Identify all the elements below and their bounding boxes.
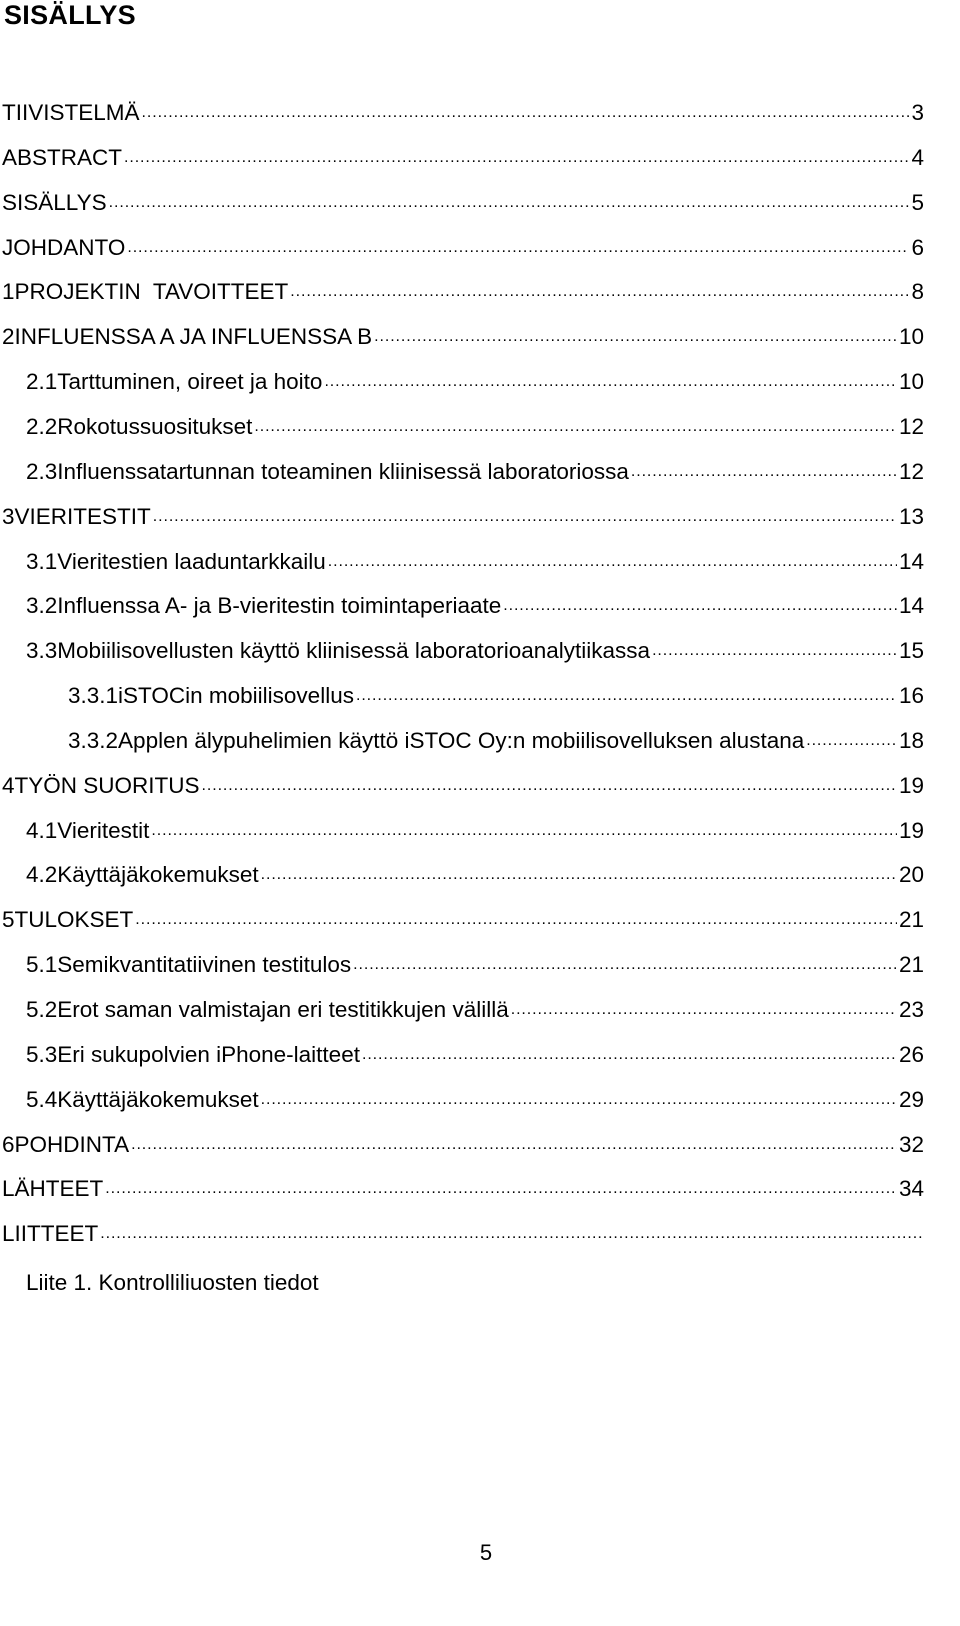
toc-entry[interactable] bbox=[2, 1128, 924, 1162]
toc-entry[interactable] bbox=[2, 903, 924, 937]
toc-entry-number: 3.3.1 bbox=[68, 683, 119, 709]
toc-entry[interactable] bbox=[2, 96, 924, 130]
toc-entry-title: Mobiilisovellusten käyttö kliinisessä laboratorioanalytiikassa bbox=[57, 638, 651, 664]
toc-entry-title: Erot saman valmistajan eri testitikkujen välillä bbox=[57, 997, 509, 1022]
toc-entry-page: 21 bbox=[898, 907, 924, 933]
toc-dot-leader bbox=[503, 589, 897, 623]
toc-entry-title: LIITTEET bbox=[2, 1221, 99, 1247]
toc-entry[interactable] bbox=[2, 275, 924, 309]
toc-entry[interactable] bbox=[2, 231, 924, 265]
toc-entry-number: 3.3 bbox=[26, 638, 58, 664]
toc-entry-number: 2 bbox=[2, 324, 15, 350]
toc-entry-page: 32 bbox=[898, 1131, 924, 1157]
toc-entry-title: Eri sukupolvien iPhone-laitteet bbox=[57, 1041, 360, 1067]
toc-entry-page: 21 bbox=[898, 952, 924, 978]
toc-dot-leader bbox=[142, 96, 910, 130]
toc-entry-title: Tarttuminen, oireet ja hoito bbox=[57, 369, 323, 395]
toc-dot-leader bbox=[324, 365, 897, 399]
toc-dot-leader bbox=[362, 1038, 897, 1072]
toc-entry-title: ABSTRACT bbox=[2, 144, 123, 170]
toc-entry-page: 18 bbox=[898, 727, 924, 753]
toc-entry-page: 20 bbox=[898, 862, 924, 888]
toc-dot-leader bbox=[261, 1083, 897, 1117]
toc-entry-page: 29 bbox=[898, 1086, 924, 1112]
toc-entry[interactable] bbox=[26, 858, 924, 892]
toc-entry-title: Influenssatartunnan toteaminen kliinisessä laboratoriossa bbox=[57, 458, 629, 484]
toc-entry-title: TIIVISTELMÄ bbox=[2, 100, 140, 125]
toc-dot-leader bbox=[353, 948, 897, 982]
toc-entry-title: Semikvantitatiivinen testitulos bbox=[57, 952, 352, 978]
toc-entry-title: LÄHTEET bbox=[2, 1176, 104, 1202]
toc-entry[interactable] bbox=[2, 186, 924, 220]
toc-entry-page: 6 bbox=[911, 234, 924, 260]
toc-dot-leader bbox=[109, 186, 910, 220]
toc-entry-title: VIERITESTIT bbox=[14, 503, 151, 529]
toc-entry-page: 14 bbox=[898, 548, 924, 574]
toc-entry[interactable] bbox=[2, 1172, 924, 1206]
toc-dot-leader bbox=[356, 679, 897, 713]
toc-entry-title: Rokotussuositukset bbox=[57, 413, 253, 439]
toc-entry-title: INFLUENSSA A JA INFLUENSSA B bbox=[14, 324, 373, 350]
toc-dot-leader bbox=[135, 903, 897, 937]
toc-entry-number: 1 bbox=[2, 279, 15, 305]
toc-dot-leader bbox=[153, 500, 897, 534]
toc-entry-title: JOHDANTO bbox=[2, 234, 126, 260]
toc-dot-leader bbox=[652, 634, 897, 668]
toc-entry-number: 2.1 bbox=[26, 369, 58, 395]
toc-entry[interactable] bbox=[26, 365, 924, 399]
toc-entry[interactable] bbox=[26, 1083, 924, 1117]
toc-entry-page: 8 bbox=[911, 279, 924, 305]
toc-entry-page: 12 bbox=[898, 458, 924, 484]
toc-entry-title: PROJEKTIN TAVOITTEET bbox=[14, 279, 289, 305]
toc-entry[interactable] bbox=[2, 500, 924, 534]
toc-entry-number: 4 bbox=[2, 772, 15, 798]
toc-entry[interactable] bbox=[68, 724, 924, 758]
toc-entry[interactable] bbox=[26, 1038, 924, 1072]
toc-dot-leader bbox=[151, 814, 897, 848]
toc-entry-number: 5.3 bbox=[26, 1041, 58, 1067]
toc-entry-page: 12 bbox=[898, 413, 924, 439]
toc-entry-page: 19 bbox=[898, 817, 924, 843]
toc-dot-leader bbox=[100, 1217, 922, 1251]
toc-entry-title: SISÄLLYS bbox=[2, 189, 107, 215]
toc-dot-leader bbox=[124, 141, 909, 175]
toc-entry-title: Vieritestien laaduntarkkailu bbox=[57, 548, 326, 574]
toc-dot-leader bbox=[328, 545, 897, 579]
toc-entry-title: Vieritestit bbox=[57, 817, 150, 843]
toc-entry-number: 6 bbox=[2, 1131, 15, 1157]
toc-entry[interactable] bbox=[2, 1217, 924, 1251]
toc-dot-leader bbox=[105, 1172, 897, 1206]
toc-entry[interactable] bbox=[2, 320, 924, 354]
toc-dot-leader bbox=[806, 724, 897, 758]
toc-entry-page: 4 bbox=[911, 144, 924, 170]
toc-entry-page: 19 bbox=[898, 772, 924, 798]
toc-entry-title: Käyttäjäkokemukset bbox=[57, 862, 259, 888]
toc-entry-page: 14 bbox=[898, 593, 924, 619]
toc-entry-title: TULOKSET bbox=[14, 907, 134, 933]
toc-entry[interactable] bbox=[26, 634, 924, 668]
toc-entry-number: 3.2 bbox=[26, 593, 58, 619]
toc-entry-title: TYÖN SUORITUS bbox=[14, 772, 200, 798]
toc-entry[interactable] bbox=[2, 141, 924, 175]
toc-entry-page: 13 bbox=[898, 503, 924, 529]
toc-entry-page: 26 bbox=[898, 1041, 924, 1067]
toc-entry-number: 4.2 bbox=[26, 862, 58, 888]
toc-entry[interactable] bbox=[68, 679, 924, 713]
toc-dot-leader bbox=[254, 410, 897, 444]
toc-entry[interactable] bbox=[26, 948, 924, 982]
appendix-item: Liite 1. Kontrolliliuosten tiedot bbox=[26, 1270, 319, 1295]
toc-entry-page: 5 bbox=[911, 189, 924, 215]
toc-entry[interactable] bbox=[26, 589, 924, 623]
toc-entry-title: Applen älypuhelimien käyttö iSTOC Oy:n mobiilisovelluksen alustana bbox=[118, 727, 805, 753]
toc-entry-page: 34 bbox=[898, 1176, 924, 1202]
toc-entry[interactable] bbox=[26, 993, 924, 1027]
toc-entry-number: 5.4 bbox=[26, 1086, 58, 1112]
toc-entry[interactable] bbox=[26, 814, 924, 848]
toc-entry-page: 10 bbox=[898, 324, 924, 350]
toc-entry[interactable] bbox=[26, 545, 924, 579]
toc-dot-leader bbox=[511, 993, 897, 1027]
toc-entry-number: 5 bbox=[2, 907, 15, 933]
toc-entry-title: iSTOCin mobiilisovellus bbox=[118, 683, 354, 709]
toc-entry-title: Influenssa A- ja B-vieritestin toimintaperiaate bbox=[57, 593, 502, 619]
toc-dot-leader bbox=[290, 275, 909, 309]
toc-entry-page: 10 bbox=[898, 369, 924, 395]
toc-entry-number: 5.2 bbox=[26, 997, 58, 1022]
toc-entry-page: 23 bbox=[898, 997, 924, 1022]
toc-entry-number: 2.3 bbox=[26, 458, 58, 484]
page-number: 5 bbox=[479, 1540, 493, 1565]
toc-entry[interactable] bbox=[26, 455, 924, 489]
toc-entry-number: 3 bbox=[2, 503, 15, 529]
toc-entry-number: 5.1 bbox=[26, 952, 58, 978]
toc-entry-page: 16 bbox=[898, 683, 924, 709]
toc-dot-leader bbox=[261, 858, 897, 892]
toc-entry-number: 3.3.2 bbox=[68, 727, 119, 753]
toc-entry-title: Käyttäjäkokemukset bbox=[57, 1086, 259, 1112]
toc-dot-leader bbox=[131, 1128, 897, 1162]
toc-entry[interactable] bbox=[26, 410, 924, 444]
toc-dot-leader bbox=[374, 320, 897, 354]
toc-entry-title: POHDINTA bbox=[14, 1131, 130, 1157]
toc-entry[interactable] bbox=[2, 769, 924, 803]
toc-entry-number: 3.1 bbox=[26, 548, 58, 574]
toc-dot-leader bbox=[202, 769, 897, 803]
toc-dot-leader bbox=[631, 455, 897, 489]
toc-entry-number: 2.2 bbox=[26, 413, 58, 439]
toc-entry-number: 4.1 bbox=[26, 817, 58, 843]
page-title: SISÄLLYS bbox=[4, 0, 136, 30]
toc-entry-page: 3 bbox=[911, 100, 924, 125]
toc-entry-page: 15 bbox=[898, 638, 924, 664]
toc-dot-leader bbox=[127, 231, 909, 265]
